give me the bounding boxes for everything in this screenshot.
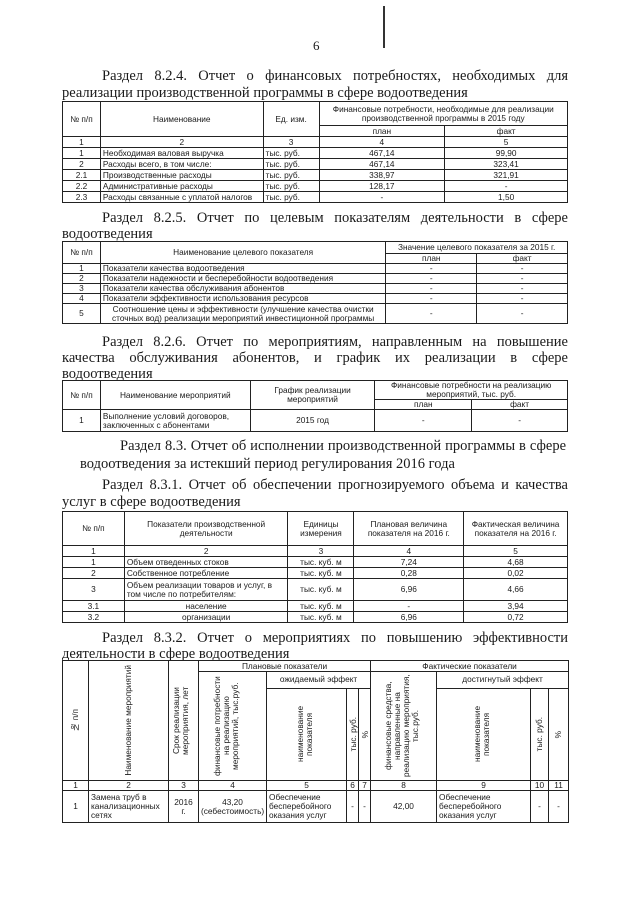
row-unit: тыс. куб. м — [288, 612, 354, 623]
col-header-unit: Единицы измерения — [288, 512, 354, 546]
section-826-heading-line3: водоотведения — [62, 366, 153, 382]
table-row — [63, 274, 568, 284]
col-header-fact: факт — [477, 254, 568, 264]
row-name: Объем реализации товаров и услуг, в том числе по потребителям: — [124, 579, 288, 601]
row-plan-pct: - — [359, 791, 371, 823]
row-plan: - — [386, 294, 477, 304]
col-header-num: № п/п — [63, 381, 101, 410]
col-header-plan-ind: наименование показателя — [267, 688, 347, 780]
table-row — [63, 159, 568, 170]
page-number: 6 — [313, 38, 320, 53]
row-num: 4 — [63, 294, 101, 304]
row-fact: - — [477, 264, 568, 274]
row-num: 2 — [63, 159, 101, 170]
table-row — [63, 148, 568, 159]
section-831-heading-line2: услуг в сфере водоотведения — [62, 494, 241, 510]
col-index: 2 — [124, 546, 288, 557]
row-fact: - — [477, 294, 568, 304]
col-header-term: Срок реализации мероприятия, лет — [169, 661, 199, 781]
col-index: 11 — [549, 781, 569, 791]
col-index: 3 — [263, 137, 319, 148]
table-row — [63, 181, 568, 192]
section-832-heading-line2: деятельности в сфере водоотведения — [62, 646, 290, 662]
row-num: 1 — [63, 557, 125, 568]
row-name: Расходы связанные с уплатой налогов — [100, 192, 263, 203]
row-name: Замена труб в канализационных сетях — [89, 791, 169, 823]
col-header-name: Наименование мероприятий — [89, 661, 169, 781]
row-num: 5 — [63, 304, 101, 324]
table-row — [63, 294, 568, 304]
row-plan: 0,28 — [354, 568, 464, 579]
row-fact: - — [472, 410, 568, 432]
row-term: 2016 г. — [169, 791, 199, 823]
row-fact: 3,94 — [464, 601, 568, 612]
row-plan: 6,96 — [354, 612, 464, 623]
table-832 — [62, 660, 569, 823]
col-index: 5 — [267, 781, 347, 791]
col-index: 3 — [169, 781, 199, 791]
col-index: 6 — [347, 781, 359, 791]
row-name: Показатели качества водоотведения — [100, 264, 385, 274]
row-fact: 1,50 — [445, 192, 568, 203]
row-plan: - — [319, 192, 445, 203]
row-fact: 321,91 — [445, 170, 568, 181]
table-row — [63, 557, 568, 568]
col-header-fact: Фактическая величина показателя на 2016 г. — [464, 512, 568, 546]
row-plan: - — [386, 284, 477, 294]
col-index: 5 — [464, 546, 568, 557]
row-plan: - — [386, 274, 477, 284]
row-plan-effect: Обеспечение бесперебойного оказания услуг — [267, 791, 347, 823]
col-header-schedule: График реализации мероприятий — [250, 381, 375, 410]
table-row — [63, 791, 569, 823]
section-832-heading-line1: Раздел 8.3.2. Отчет о мероприятиях по повышению эффективности — [102, 630, 568, 646]
row-fact: 323,41 — [445, 159, 568, 170]
row-plan: 128,17 — [319, 181, 445, 192]
table-row — [63, 304, 568, 324]
row-fact: - — [477, 304, 568, 324]
row-num: 1 — [63, 148, 101, 159]
col-header-needs: Финансовые потребности на реализацию мероприятий, тыс. руб. — [375, 381, 568, 400]
col-index: 4 — [354, 546, 464, 557]
col-header-plan: план — [386, 254, 477, 264]
row-unit: тыс. руб. — [263, 148, 319, 159]
section-831-heading-line1: Раздел 8.3.1. Отчет об обеспечении прогнозируемого объема и качества — [102, 477, 568, 493]
section-83-heading-line2: водоотведения за истекший период регулирования 2016 года — [80, 456, 455, 472]
row-unit: тыс. куб. м — [288, 601, 354, 612]
row-name: Соотношение цены и эффективности (улучшение качества очистки сточных вод) реализации мероприятий инвестиционной программы — [100, 304, 385, 324]
row-fact-fin: 42,00 — [371, 791, 437, 823]
table-row — [63, 192, 568, 203]
col-header-fact: факт — [445, 126, 568, 137]
col-index: 7 — [359, 781, 371, 791]
row-unit: тыс. руб. — [263, 159, 319, 170]
col-header-fact-rub: тыс. руб. — [531, 688, 549, 780]
row-name: организации — [124, 612, 288, 623]
row-fact: 4,68 — [464, 557, 568, 568]
table-row — [63, 568, 568, 579]
row-plan: 6,96 — [354, 579, 464, 601]
table-row — [63, 612, 568, 623]
col-header-fact-ind: наименование показателя — [437, 688, 531, 780]
table-824 — [62, 101, 568, 203]
row-fact: 4,66 — [464, 579, 568, 601]
col-header-name: Наименование целевого показателя — [100, 242, 385, 264]
col-index: 4 — [199, 781, 267, 791]
col-index: 4 — [319, 137, 445, 148]
col-index: 5 — [445, 137, 568, 148]
col-header-fact-effect: достигнутый эффект — [437, 672, 569, 689]
row-num: 1 — [63, 264, 101, 274]
row-plan: - — [386, 304, 477, 324]
row-name: Расходы всего, в том числе: — [100, 159, 263, 170]
row-num: 3 — [63, 579, 125, 601]
plan-group-header: Плановые показатели — [199, 661, 371, 672]
col-index: 1 — [63, 781, 89, 791]
table-row — [63, 579, 568, 601]
row-num: 2.1 — [63, 170, 101, 181]
row-unit: тыс. куб. м — [288, 568, 354, 579]
row-name: Административные расходы — [100, 181, 263, 192]
row-name: Показатели эффективности использования ресурсов — [100, 294, 385, 304]
row-plan: - — [354, 601, 464, 612]
section-825-heading-line2: водоотведения — [62, 226, 153, 242]
row-num: 1 — [63, 791, 89, 823]
row-fact-rub: - — [531, 791, 549, 823]
section-826-heading-line1: Раздел 8.2.6. Отчет по мероприятиям, направленным на повышение — [102, 334, 568, 350]
col-header-plan: Плановая величина показателя на 2016 г. — [354, 512, 464, 546]
row-fact: 0,72 — [464, 612, 568, 623]
col-header-plan-pct: % — [359, 688, 371, 780]
col-header-fact: факт — [472, 400, 568, 410]
section-824-heading-line1: Раздел 8.2.4. Отчет о финансовых потребностях, необходимых для — [102, 68, 568, 84]
row-fact-pct: - — [549, 791, 569, 823]
row-plan: - — [375, 410, 472, 432]
row-name: население — [124, 601, 288, 612]
col-header-plan-effect: ожидаемый эффект — [267, 672, 371, 689]
row-unit: тыс. руб. — [263, 170, 319, 181]
row-unit: тыс. руб. — [263, 181, 319, 192]
section-824-heading-line2: реализации производственной программы в сфере водоотведения — [62, 85, 468, 101]
row-plan: - — [386, 264, 477, 274]
table-row — [63, 264, 568, 274]
row-fact: - — [477, 274, 568, 284]
section-826-heading-line2: качества обслуживания абонентов, и график их реализации в сфере — [62, 350, 568, 366]
row-unit: тыс. куб. м — [288, 579, 354, 601]
col-header-plan: план — [375, 400, 472, 410]
col-index: 3 — [288, 546, 354, 557]
row-name: Показатели надежности и бесперебойности водоотведения — [100, 274, 385, 284]
row-plan-rub: - — [347, 791, 359, 823]
col-index: 1 — [63, 137, 101, 148]
col-header-plan-rub: тыс. руб. — [347, 688, 359, 780]
row-fact: - — [477, 284, 568, 294]
row-plan: 338,97 — [319, 170, 445, 181]
table-825 — [62, 241, 568, 324]
section-825-heading-line1: Раздел 8.2.5. Отчет по целевым показателям деятельности в сфере — [102, 210, 568, 226]
row-plan: 467,14 — [319, 159, 445, 170]
row-num: 2 — [63, 568, 125, 579]
table-row — [63, 170, 568, 181]
table-826 — [62, 380, 568, 432]
col-header-needs: Финансовые потребности, необходимые для реализации производственной программы в 2015 году — [319, 102, 567, 126]
col-index: 2 — [100, 137, 263, 148]
row-num: 2.3 — [63, 192, 101, 203]
scan-margin-line — [383, 6, 385, 48]
row-plan: 467,14 — [319, 148, 445, 159]
row-name: Производственные расходы — [100, 170, 263, 181]
row-num: 3.1 — [63, 601, 125, 612]
col-index: 1 — [63, 546, 125, 557]
row-plan: 7,24 — [354, 557, 464, 568]
col-header-name: Наименование мероприятий — [100, 381, 250, 410]
table-row — [63, 410, 568, 432]
row-num: 3 — [63, 284, 101, 294]
row-num: 2 — [63, 274, 101, 284]
col-header-plan-fin: финансовые потребности на реализацию мероприятий, тыс.руб. — [199, 672, 267, 781]
table-831 — [62, 511, 568, 623]
table-row — [63, 284, 568, 294]
row-schedule: 2015 год — [250, 410, 375, 432]
col-index: 8 — [371, 781, 437, 791]
col-index: 2 — [89, 781, 169, 791]
col-header-plan: план — [319, 126, 445, 137]
col-header-fact-fin: финансовые средства, направленные на реализацию мероприятия, тыс.руб. — [371, 672, 437, 781]
col-header-name: Наименование — [100, 102, 263, 137]
col-header-num: № п/п — [63, 102, 101, 137]
col-header-num: № п/п — [63, 242, 101, 264]
fact-group-header: Фактические показатели — [371, 661, 569, 672]
row-unit: тыс. руб. — [263, 192, 319, 203]
row-num: 2.2 — [63, 181, 101, 192]
col-header-name: Показатели производственной деятельности — [124, 512, 288, 546]
table-row — [63, 601, 568, 612]
row-plan-fin: 43,20 (себестоимость) — [199, 791, 267, 823]
row-fact-effect: Обеспечение бесперебойного оказания услуг — [437, 791, 531, 823]
row-name: Собственное потребление — [124, 568, 288, 579]
row-num: 3.2 — [63, 612, 125, 623]
col-header-unit: Ед. изм. — [263, 102, 319, 137]
col-index: 10 — [531, 781, 549, 791]
row-num: 1 — [63, 410, 101, 432]
col-header-num: № п/п — [63, 661, 89, 781]
col-header-num: № п/п — [63, 512, 125, 546]
row-fact: - — [445, 181, 568, 192]
col-header-fact-pct: % — [549, 688, 569, 780]
row-fact: 99,90 — [445, 148, 568, 159]
row-name: Показатели качества обслуживания абонентов — [100, 284, 385, 294]
row-unit: тыс. куб. м — [288, 557, 354, 568]
row-name: Объем отведенных стоков — [124, 557, 288, 568]
row-fact: 0,02 — [464, 568, 568, 579]
col-header-value: Значение целевого показателя за 2015 г. — [386, 242, 568, 254]
row-name: Необходимая валовая выручка — [100, 148, 263, 159]
col-index: 9 — [437, 781, 531, 791]
section-83-heading-line1: Раздел 8.3. Отчет об исполнении производственной программы в сфере — [120, 438, 566, 454]
row-name: Выполнение условий договоров, заключенных с абонентами — [100, 410, 250, 432]
